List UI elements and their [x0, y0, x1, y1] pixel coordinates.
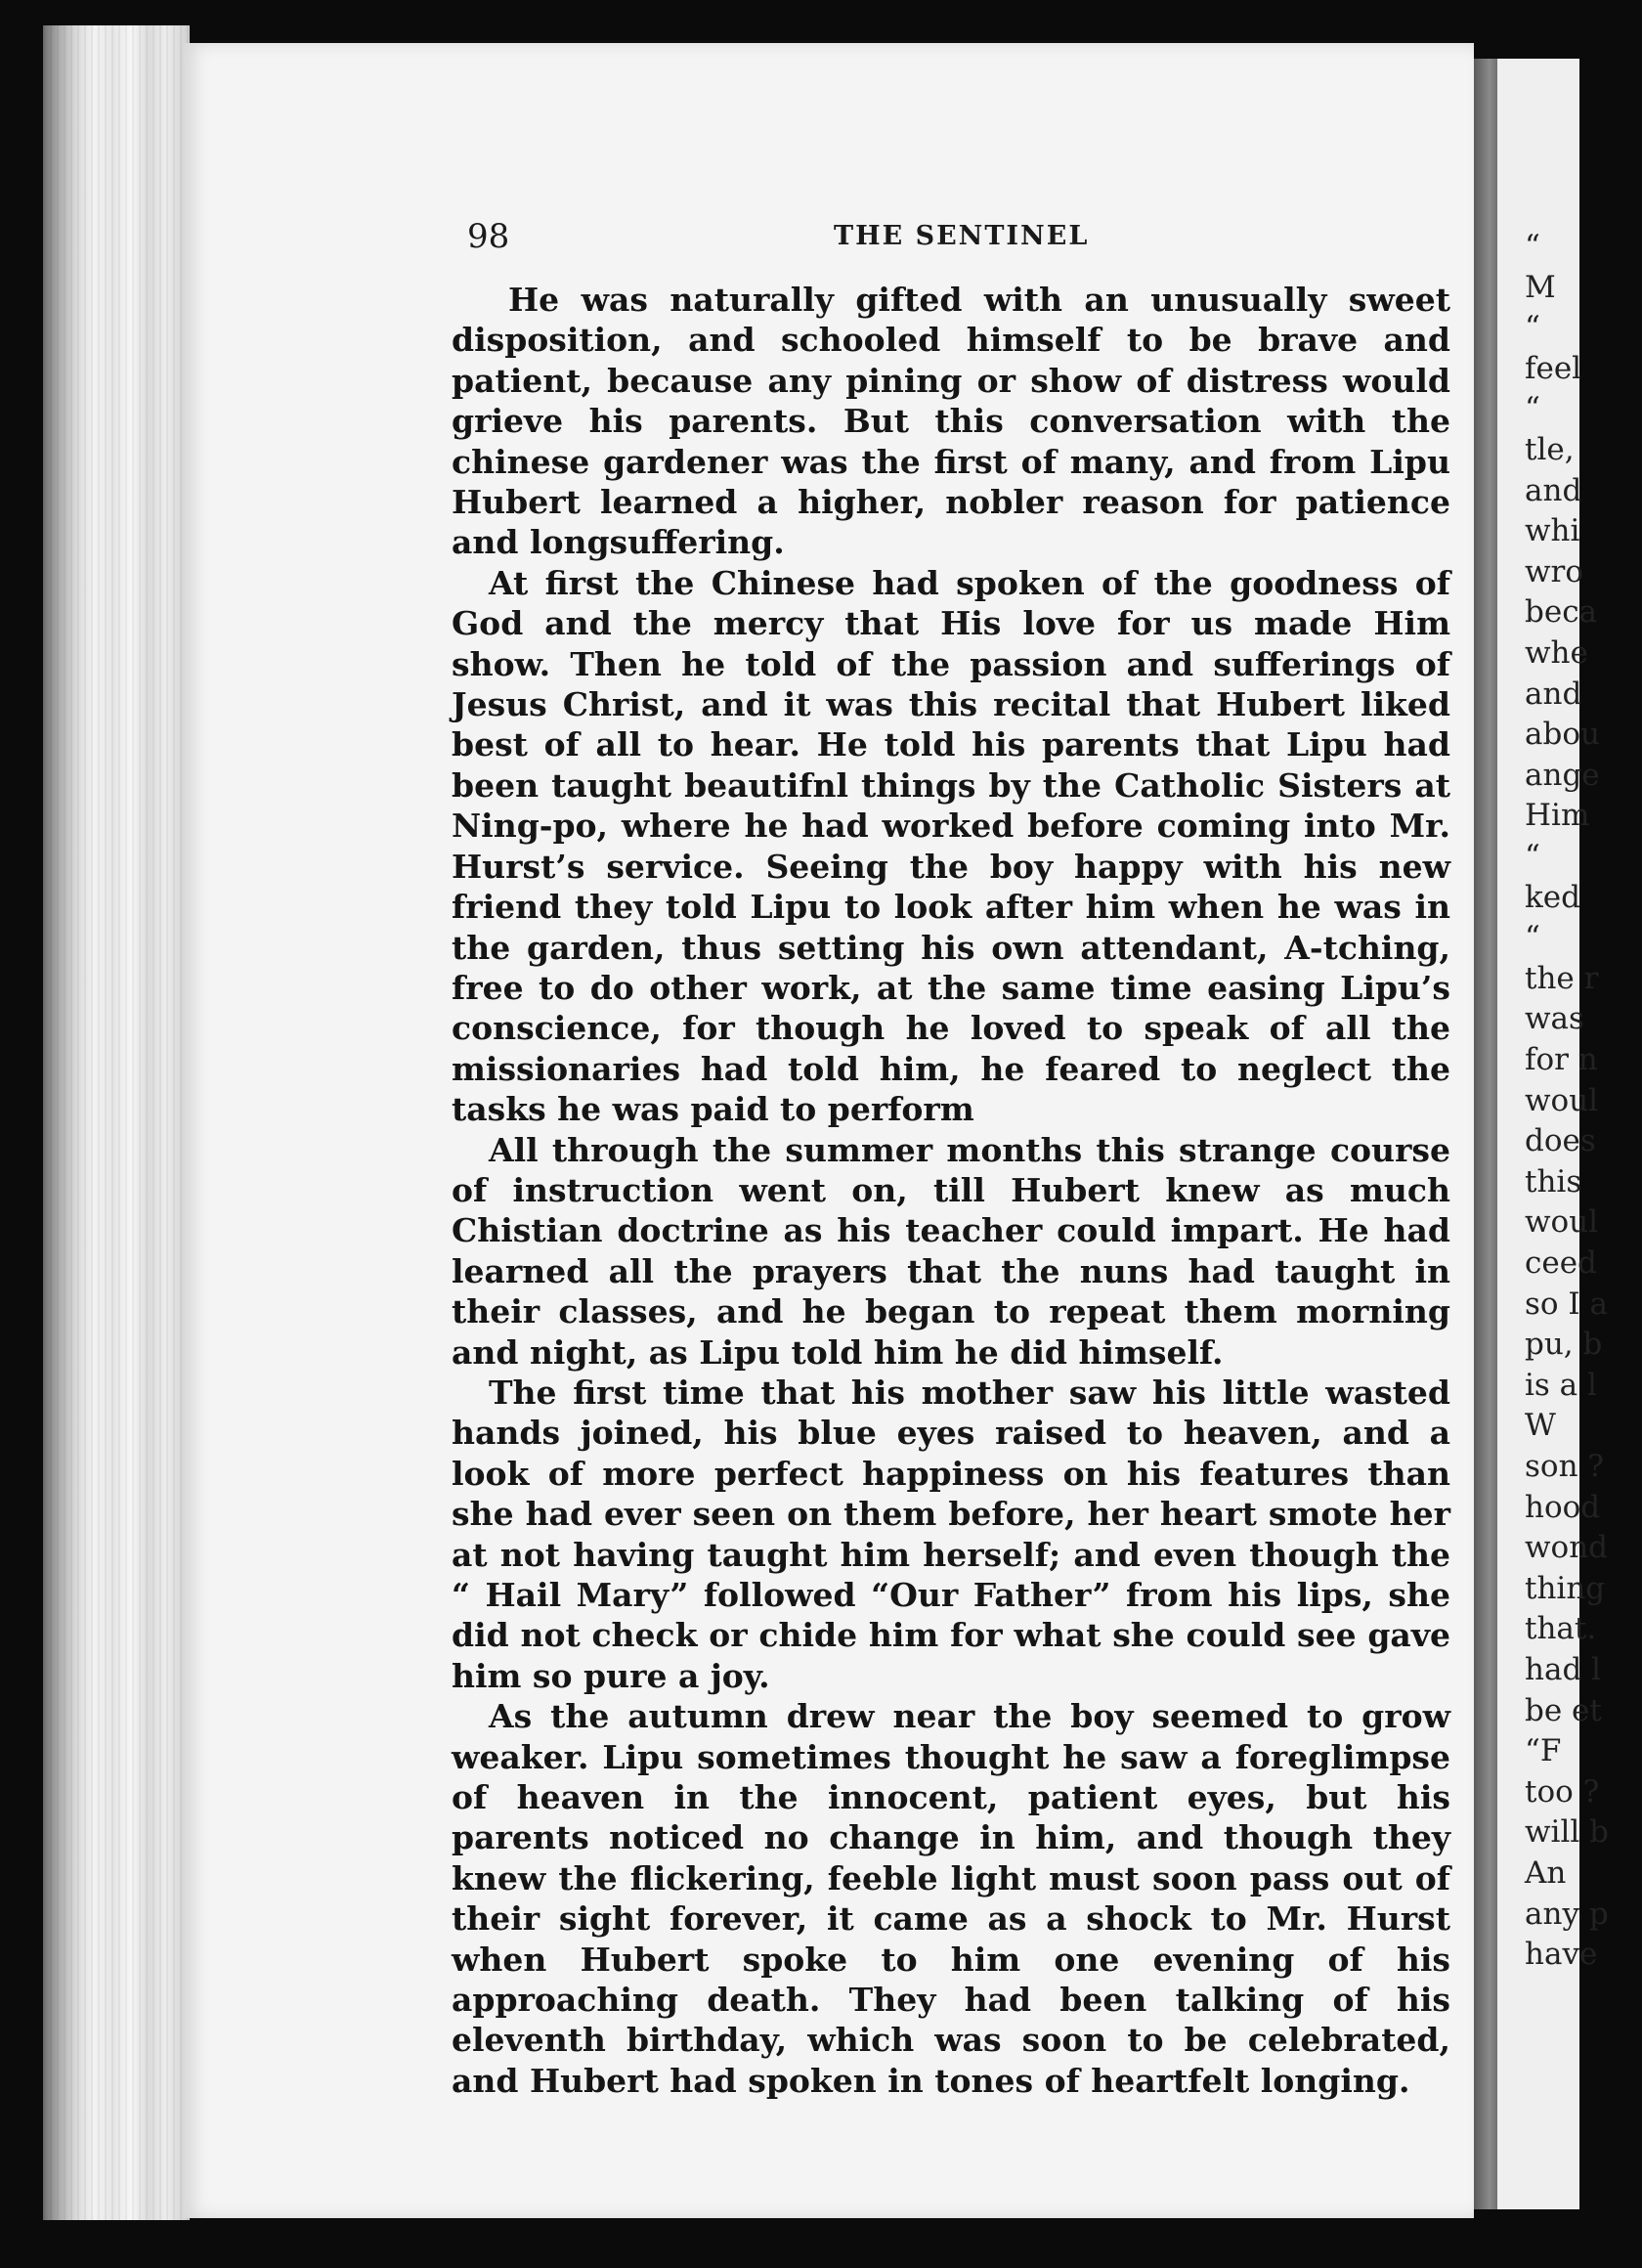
facing-page-fragment: son ?	[1525, 1449, 1605, 1484]
paragraph: All through the summer months this strange course of instruction went on, till Hubert knew as much Chistian doctrine as his teacher could impart. He had learned all the prayers that the nuns had taught in their classes, and he began to repeat them morning and night, as Lipu told him he did himself.	[452, 1130, 1450, 1372]
facing-page-fragment: too ?	[1525, 1773, 1600, 1810]
article-body	[452, 280, 1450, 2101]
paragraph: The first time that his mother saw his little wasted hands joined, his blue eyes raised to heaven, and a look of more perfect happiness on his features than she had ever seen on them before, her heart smote her at not having taught him herself; and even though the “ Hail Mary” followed “Our Father” from his lips, she did not check or chide him for what she could see gave him so pure a joy.	[452, 1373, 1450, 1695]
facing-page-fragment: feel	[1525, 350, 1582, 386]
facing-page-fragment: any p	[1525, 1896, 1609, 1932]
facing-page	[1497, 59, 1609, 2209]
facing-page-fragment: was	[1525, 1001, 1584, 1037]
facing-page-fragment: that.	[1525, 1611, 1597, 1647]
facing-page-fragment: “	[1525, 920, 1540, 956]
facing-page-fragment: have	[1525, 1937, 1598, 1973]
book-page-edges	[43, 25, 190, 2220]
facing-page-fragment: “	[1525, 839, 1540, 874]
facing-page-fragment: ceed	[1525, 1245, 1597, 1281]
facing-page-fragment: this	[1525, 1163, 1582, 1199]
facing-page-fragment: is a l	[1525, 1367, 1597, 1403]
facing-page-fragment: M	[1525, 269, 1556, 305]
paragraph: He was naturally gifted with an unusually sweet disposition, and schooled himself to be brave and patient, because any pining or show of distress would grieve his parents. But this conversation with the chinese gardener was the first of many, and from Lipu Hubert learned a higher, nobler reason for patience and longsuffering.	[452, 281, 1450, 562]
facing-page-fragment: for n	[1525, 1042, 1598, 1077]
facing-page-fragment: woul	[1525, 1204, 1599, 1241]
facing-page-fragment: and	[1525, 472, 1582, 508]
facing-page-fragment: whi	[1525, 513, 1580, 549]
paragraph: At first the Chinese had spoken of the goodness of God and the mercy that His love for us made Him show. Then he told of the passion and sufferings of Jesus Christ, and it was this recital that Hubert liked best of all to hear. He told his parents that Lipu had been taught beautifnl things by the Catholic Sisters at Ning-po, where he had worked before coming into Mr. Hurst’s service. Seeing the boy happy with his new friend they told Lipu to look after him when he was in the garden, thus setting his own attendant, A-tching, free to do other work, at the same time easing Lipu’s conscience, for though he loved to speak of all the missionaries had told him, he feared to neglect the tasks he was paid to perform	[452, 563, 1450, 1129]
facing-page-fragment: beca	[1525, 594, 1598, 631]
facing-page-fragment: hood	[1525, 1489, 1601, 1525]
facing-page-fragment: thing	[1525, 1570, 1606, 1606]
facing-page-fragment: will b	[1525, 1814, 1609, 1851]
facing-page-fragment: “	[1525, 310, 1540, 346]
facing-page-fragment: whe	[1525, 635, 1588, 671]
facing-page-fragment: Him	[1525, 798, 1590, 834]
facing-page-fragment: woul	[1525, 1082, 1599, 1118]
facing-page-fragment: ked	[1525, 879, 1580, 915]
page-header	[467, 217, 1454, 260]
facing-page-fragment: the r	[1525, 960, 1599, 996]
facing-page-fragment: “	[1525, 391, 1540, 427]
facing-page-fragment: “	[1525, 229, 1540, 264]
paragraph: As the autumn drew near the boy seemed to grow weaker. Lipu sometimes thought he saw a foreglimpse of heaven in the innocent, patient eyes, but his parents noticed no change in him, and though they knew the flickering, feeble light must soon pass out of their sight forever, it came as a shock to Mr. Hurst when Hubert spoke to him one evening of his approaching death. They had been talking of his eleventh birthday, which was soon to be celebrated, and Hubert had spoken in tones of heartfelt longing.	[452, 1697, 1450, 2100]
facing-page-fragment: “F	[1525, 1733, 1562, 1769]
facing-page-fragment: be et	[1525, 1692, 1602, 1728]
facing-page-fragment: so I a	[1525, 1286, 1609, 1322]
facing-page-fragment: W	[1525, 1408, 1556, 1444]
facing-page-fragment: An	[1525, 1855, 1567, 1891]
facing-page-fragment: does	[1525, 1123, 1596, 1159]
facing-page-fragment: and	[1525, 676, 1582, 712]
page-number: 98	[467, 217, 510, 256]
facing-page-fragment: ange	[1525, 757, 1600, 793]
facing-page-fragment: abou	[1525, 717, 1600, 753]
facing-page-fragment: tle,	[1525, 432, 1575, 467]
facing-page-fragment: pu, b	[1525, 1327, 1603, 1363]
facing-page-fragment: wro	[1525, 553, 1584, 589]
facing-page-fragment: had l	[1525, 1652, 1602, 1687]
facing-page-fragment: wond	[1525, 1530, 1609, 1566]
running-title: THE SENTINEL	[834, 221, 1090, 251]
